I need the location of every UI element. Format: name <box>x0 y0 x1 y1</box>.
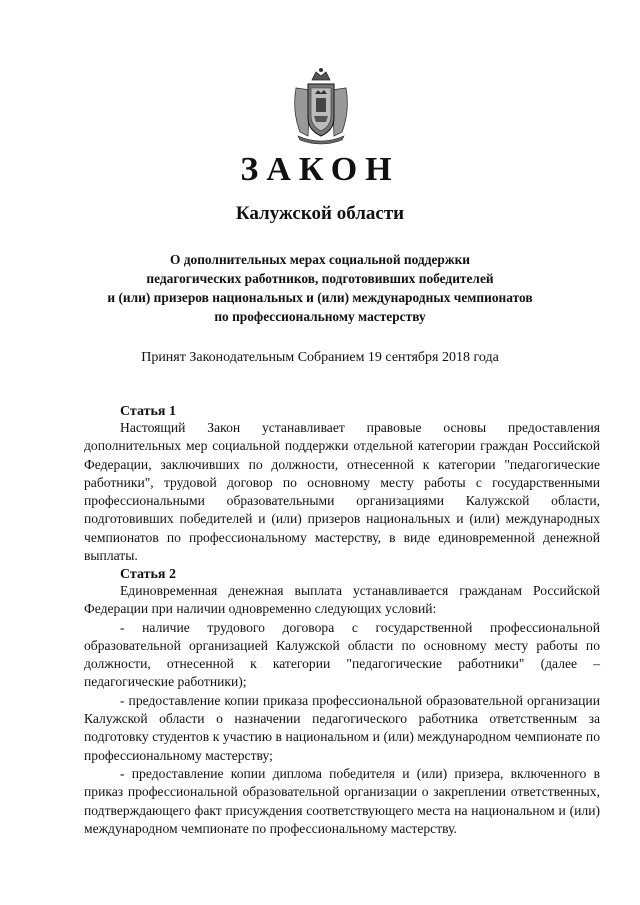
article-2-item: - предоставление копии приказа профессиональной образовательной организации Калужской области о назначении педагогического работника ответственным за подготовку студентов к участию в национальном и (или) международном чемпионате по профессиональному мастерству; <box>84 692 600 763</box>
adoption-statement: Принят Законодательным Собранием 19 сентября 2018 года <box>141 350 499 365</box>
article-2-intro: Единовременная денежная выплата устанавливается гражданам Российской Федерации при наличии одновременно следующих условий: <box>84 583 600 617</box>
law-title: ЗАКОН <box>240 151 400 188</box>
region-name: Калужской области <box>235 203 405 224</box>
article-1-body <box>84 419 600 565</box>
article-1-paragraph: Настоящий Закон устанавливает правовые основы предоставления дополнительных мер социальной поддержки отдельной категории граждан Российской Федерации, заключивших по должности, отнесенной к категории "педагогические работники", трудовой договор по основному месту работы с государственными профессиональными образовательными организациями Калужской области, подготовивших победителей и (или) призеров национальных и (или) международных чемпионатов по профессиональному мастерству, в виде единовременной денежной выплаты. <box>84 420 600 564</box>
law-subject <box>80 250 560 326</box>
coat-of-arms-emblem <box>290 66 352 146</box>
law-subject-line: О дополнительных мерах социальной поддержки <box>169 252 471 267</box>
article-2-body <box>84 582 600 838</box>
article-2-item: - предоставление копии диплома победителя и (или) призера, включенного в приказ профессиональной образовательной организации о закреплении ответственных, подтверждающего факт присуждения соответствующего места на национальном и (или) международном чемпионате по профессиональному мастерству. <box>84 765 600 836</box>
law-subject-line: по профессиональному мастерству <box>214 309 426 324</box>
article-2-item: - наличие трудового договора с государственной профессиональной образовательной организацией Калужской области по основному месту работы по должности, отнесенной к категории "педагогические работники" (далее – педагогические работники); <box>84 619 600 690</box>
law-subject-line: и (или) призеров национальных и (или) международных чемпионатов <box>107 290 533 305</box>
article-2-heading: Статья 2 <box>120 567 176 582</box>
article-1-heading: Статья 1 <box>120 404 176 419</box>
law-subject-line: педагогических работников, подготовивших победителей <box>146 271 494 286</box>
